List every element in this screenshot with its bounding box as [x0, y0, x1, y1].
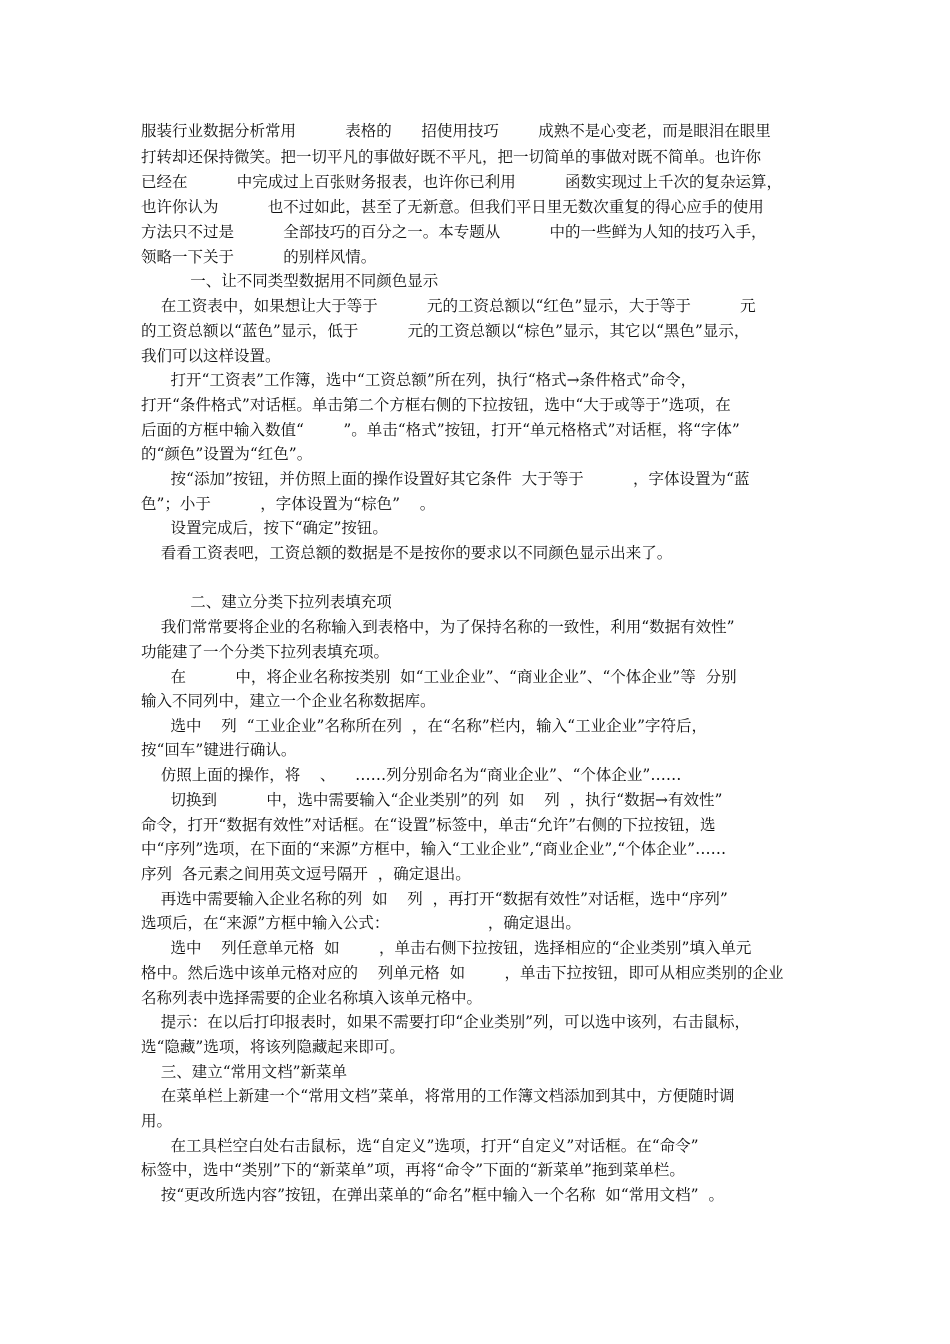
paragraph-line: 仿照上面的操作，将 、 ……列分别命名为“商业企业”、“个体企业”…… — [141, 766, 682, 784]
paragraph-line: 功能建了一个分类下拉列表填充项。 — [141, 643, 390, 661]
paragraph-line: 切换到 中，选中需要输入“企业类别”的列 如 列 ，执行“数据→有效性” — [141, 791, 723, 809]
paragraph-line: 命令，打开“数据有效性”对话框。在“设置”标签中，单击“允许”右侧的下拉按钮，选 — [141, 816, 716, 834]
paragraph-line: 输入不同列中，建立一个企业名称数据库。 — [141, 692, 436, 710]
paragraph-line: 打开“工资表”工作簿，选中“工资总额”所在列，执行“格式→条件格式”命令， — [141, 371, 697, 389]
paragraph-line: 色”；小于 ，字体设置为“棕色” 。 — [141, 495, 436, 513]
intro-line-4: 也许你认为 也不过如此，甚至了无新意。但我们平日里无数次重复的得心应手的使用 — [141, 198, 764, 216]
paragraph-line: 标签中，选中“类别”下的“新菜单”项，再将“命令”下面的“新菜单”拖到菜单栏。 — [141, 1161, 685, 1179]
paragraph-line: 我们可以这样设置。 — [141, 347, 281, 365]
paragraph-line: 打开“条件格式”对话框。单击第二个方框右侧的下拉按钮，选中“大于或等于”选项，在 — [141, 396, 731, 414]
paragraph-line: 按“更改所选内容”按钮，在弹出菜单的“命名”框中输入一个名称 如“常用文档” 。 — [141, 1186, 724, 1204]
paragraph-line: 用。 — [141, 1112, 173, 1130]
paragraph-line: 名称列表中选择需要的企业名称填入该单元格中。 — [141, 989, 483, 1007]
paragraph-line: 格中。然后选中该单元格对应的 列单元格 如 ，单击下拉按钮，即可从相应类别的企业 — [141, 964, 784, 982]
paragraph-line: 在 中，将企业名称按类别 如“工业企业”、“商业企业”、“个体企业”等 分别 — [141, 668, 737, 686]
paragraph-line: 的工资总额以“蓝色”显示，低于 元的工资总额以“棕色”显示，其它以“黑色”显示， — [141, 322, 750, 340]
paragraph-line: 的“颜色”设置为“红色”。 — [141, 445, 313, 463]
intro-line-2: 打转却还保持微笑。把一切平凡的事做好既不平凡，把一切简单的事做对既不简单。也许你 — [141, 148, 762, 166]
paragraph-line: 按“添加”按钮，并仿照上面的操作设置好其它条件 大于等于 ，字体设置为“蓝 — [141, 470, 750, 488]
paragraph-line: 选“隐藏”选项，将该列隐藏起来即可。 — [141, 1038, 405, 1056]
paragraph-line: 我们常常要将企业的名称输入到表格中，为了保持名称的一致性，利用“数据有效性” — [141, 618, 735, 636]
paragraph-line: 设置完成后，按下“确定”按钮。 — [141, 519, 388, 537]
intro-line-3: 已经在 中完成过上百张财务报表，也许你已利用 函数实现过上千次的复杂运算， — [141, 173, 783, 191]
paragraph-line: 序列 各元素之间用英文逗号隔开 ，确定退出。 — [141, 865, 471, 883]
paragraph-line: 再选中需要输入企业名称的列 如 列 ，再打开“数据有效性”对话框，选中“序列” — [141, 890, 728, 908]
intro-line-1: 服装行业数据分析常用 表格的 招使用技巧 成熟不是心变老，而是眼泪在眼里 — [141, 122, 771, 140]
paragraph-line: 提示：在以后打印报表时，如果不需要打印“企业类别”列，可以选中该列，右击鼠标， — [141, 1013, 751, 1031]
paragraph-line: 按“回车”键进行确认。 — [141, 741, 297, 759]
paragraph-line: 选项后，在“来源”方框中输入公式： ，确定退出。 — [141, 914, 581, 932]
paragraph-line: 选中 列任意单元格 如 ，单击右侧下拉按钮，选择相应的“企业类别”填入单元 — [141, 939, 752, 957]
section-heading-2: 二、建立分类下拉列表填充项 — [141, 593, 392, 611]
section-heading-1: 一、让不同类型数据用不同颜色显示 — [141, 272, 439, 290]
paragraph-line: 后面的方框中输入数值“ ”。单击“格式”按钮，打开“单元格格式”对话框，将“字体” — [141, 421, 740, 439]
intro-line-5: 方法只不过是 全部技巧的百分之一。本专题从 中的一些鲜为人知的技巧入手， — [141, 223, 767, 241]
paragraph-line: 看看工资表吧，工资总额的数据是不是按你的要求以不同颜色显示出来了。 — [141, 544, 673, 562]
section-heading-3: 三、建立“常用文档”新菜单 — [141, 1063, 348, 1081]
paragraph-line: 中“序列”选项，在下面的“来源”方框中，输入“工业企业”,“商业企业”,“个体企业”…… — [141, 840, 727, 858]
intro-line-6: 领略一下关于 的别样风情。 — [141, 248, 377, 266]
paragraph-line: 在菜单栏上新建一个“常用文档”菜单，将常用的工作簿文档添加到其中，方便随时调 — [141, 1087, 735, 1105]
paragraph-line: 在工资表中，如果想让大于等于 元的工资总额以“红色”显示，大于等于 元 — [141, 297, 756, 315]
paragraph-line: 在工具栏空白处右击鼠标，选“自定义”选项，打开“自定义”对话框。在“命令” — [141, 1137, 699, 1155]
paragraph-line: 选中 列 “工业企业”名称所在列 ，在“名称”栏内，输入“工业企业”字符后， — [141, 717, 708, 735]
